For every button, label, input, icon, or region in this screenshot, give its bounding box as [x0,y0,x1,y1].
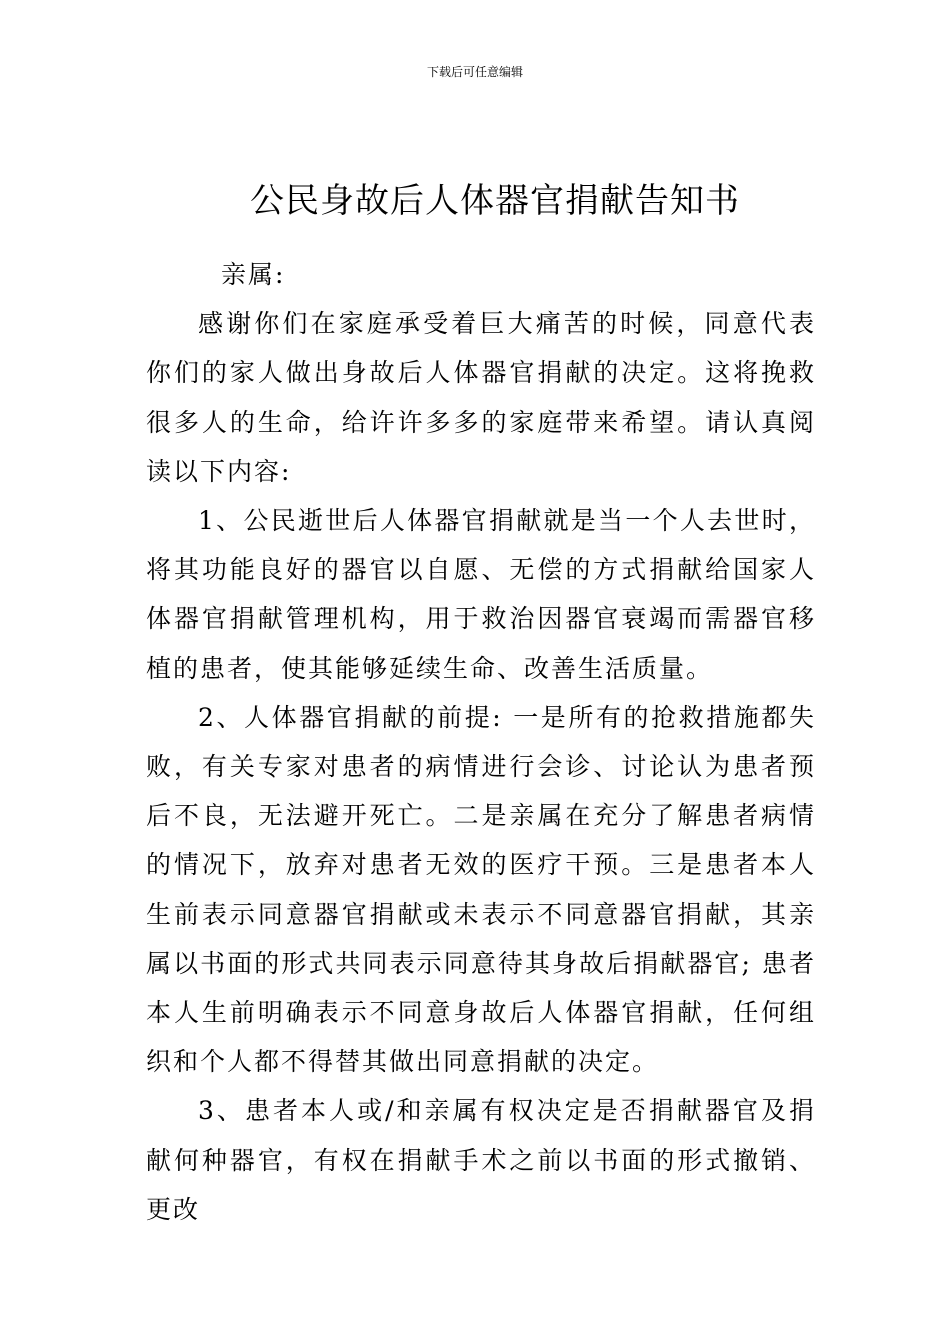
paragraph-item-1: 1、公民逝世后人体器官捐献就是当一个人去世时，将其功能良好的器官以自愿、无偿的方式捐献给国家人体器官捐献管理机构，用于救治因器官衰竭而需器官移植的患者，使其能够延续生命、改善生活质量。 [146,506,816,683]
salutation: 亲属: [221,260,286,289]
header-note: 下载后可任意编辑 [426,65,523,79]
paragraph-intro: 感谢你们在家庭承受着巨大痛苦的时候，同意代表你们的家人做出身故后人体器官捐献的决定。这将挽救很多人的生命，给许许多多的家庭带来希望。请认真阅读以下内容: [146,309,816,486]
paragraph-item-3: 3、患者本人或/和亲属有权决定是否捐献器官及捐献何种器官，有权在捐献手术之前以书面的形式撤销、更改 [146,1096,816,1224]
document-body [146,250,816,1234]
paragraph-item-2: 2、人体器官捐献的前提: 一是所有的抢救措施都失败，有关专家对患者的病情进行会诊、讨论认为患者预后不良，无法避开死亡。二是亲属在充分了解患者病情的情况下，放弃对患者无效的医疗干预。三是患者本人生前表示同意器官捐献或未表示不同意器官捐献，其亲属以书面的形式共同表示同意待其身故后捐献器官; 患者本人生前明确表示不同意身故后人体器官捐献，任何组织和个人都不得替其做出同意捐献的决定。 [146,702,816,1077]
document-title: 公民身故后人体器官捐献告知书 [250,181,740,221]
